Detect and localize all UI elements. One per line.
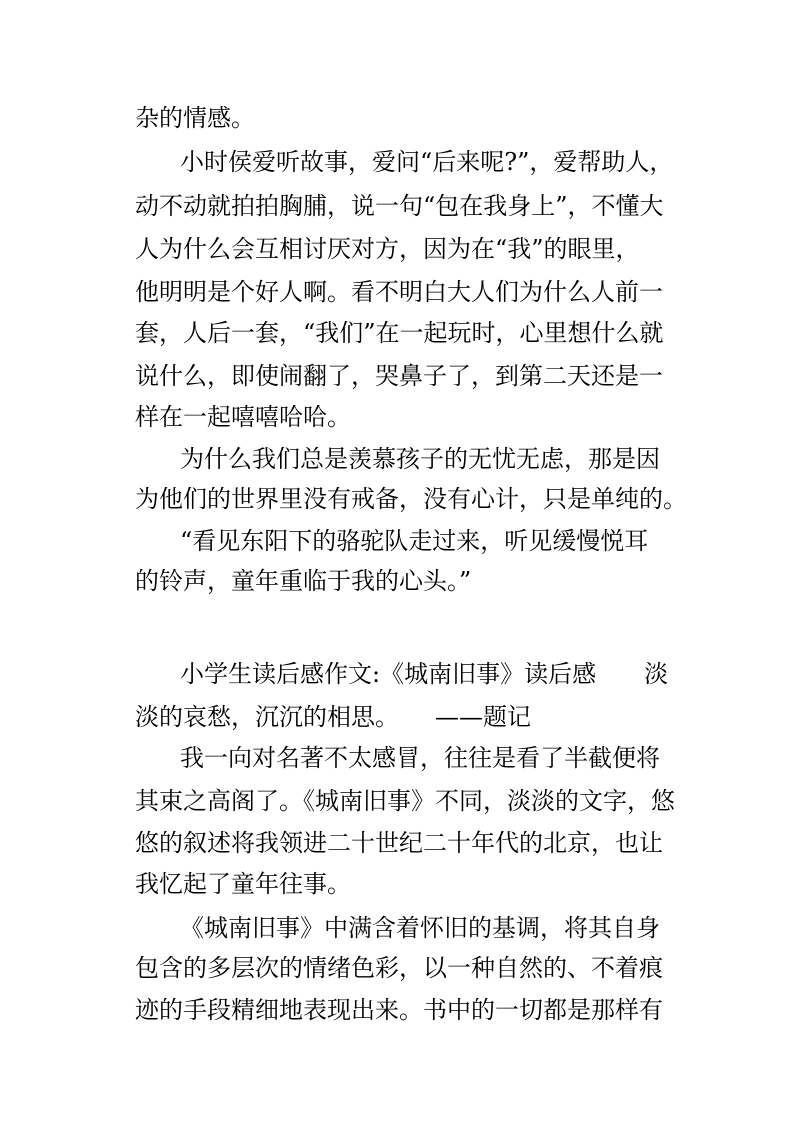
- text-line: 样在一起嘻嘻哈哈。: [135, 403, 351, 431]
- text-line: 小学生读后感作文:《城南旧事》读后感 淡: [180, 660, 669, 688]
- text-line: 我忆起了童年往事。: [135, 870, 351, 898]
- text-line: 小时侯爱听故事，爱问“后来呢?”，爱帮助人，: [180, 148, 674, 176]
- text-line: 套，人后一套，“我们”在一起玩时，心里想什么就: [135, 319, 664, 347]
- text-line: 《城南旧事》中满含着怀旧的基调，将其自身: [180, 914, 660, 942]
- text-line: 迹的手段精细地表现出来。书中的一切都是那样有: [135, 996, 663, 1024]
- text-line: 说什么，即使闹翻了，哭鼻子了，到第二天还是一: [135, 362, 663, 390]
- text-line: 我一向对名著不太感冒，往往是看了半截便将: [180, 744, 660, 772]
- text-line: 为什么我们总是羡慕孩子的无忧无虑，那是因: [180, 445, 660, 473]
- text-line: 的铃声，童年重临于我的心头。”: [135, 567, 472, 595]
- text-line: 动不动就拍拍胸脯，说一句“包在我身上”，不懂大: [135, 192, 664, 220]
- text-line: 他明明是个好人啊。看不明白大人们为什么人前一: [135, 278, 663, 306]
- text-line: 为他们的世界里没有戒备，没有心计，只是单纯的。: [135, 485, 687, 513]
- text-line: “看见东阳下的骆驼队走过来，听见缓慢悦耳: [180, 527, 649, 555]
- text-line: 悠的叙述将我领进二十世纪二十年代的北京，也让: [135, 829, 663, 857]
- text-line: 包含的多层次的情绪色彩，以一种自然的、不着痕: [135, 954, 663, 982]
- text-line: 淡的哀愁，沉沉的相思。 ——题记: [135, 703, 531, 731]
- text-line: 其束之高阁了。《城南旧事》不同，淡淡的文字，悠: [135, 787, 675, 815]
- text-line: 人为什么会互相讨厌对方，因为在“我”的眼里，: [135, 235, 640, 263]
- text-line: 杂的情感。: [135, 104, 255, 132]
